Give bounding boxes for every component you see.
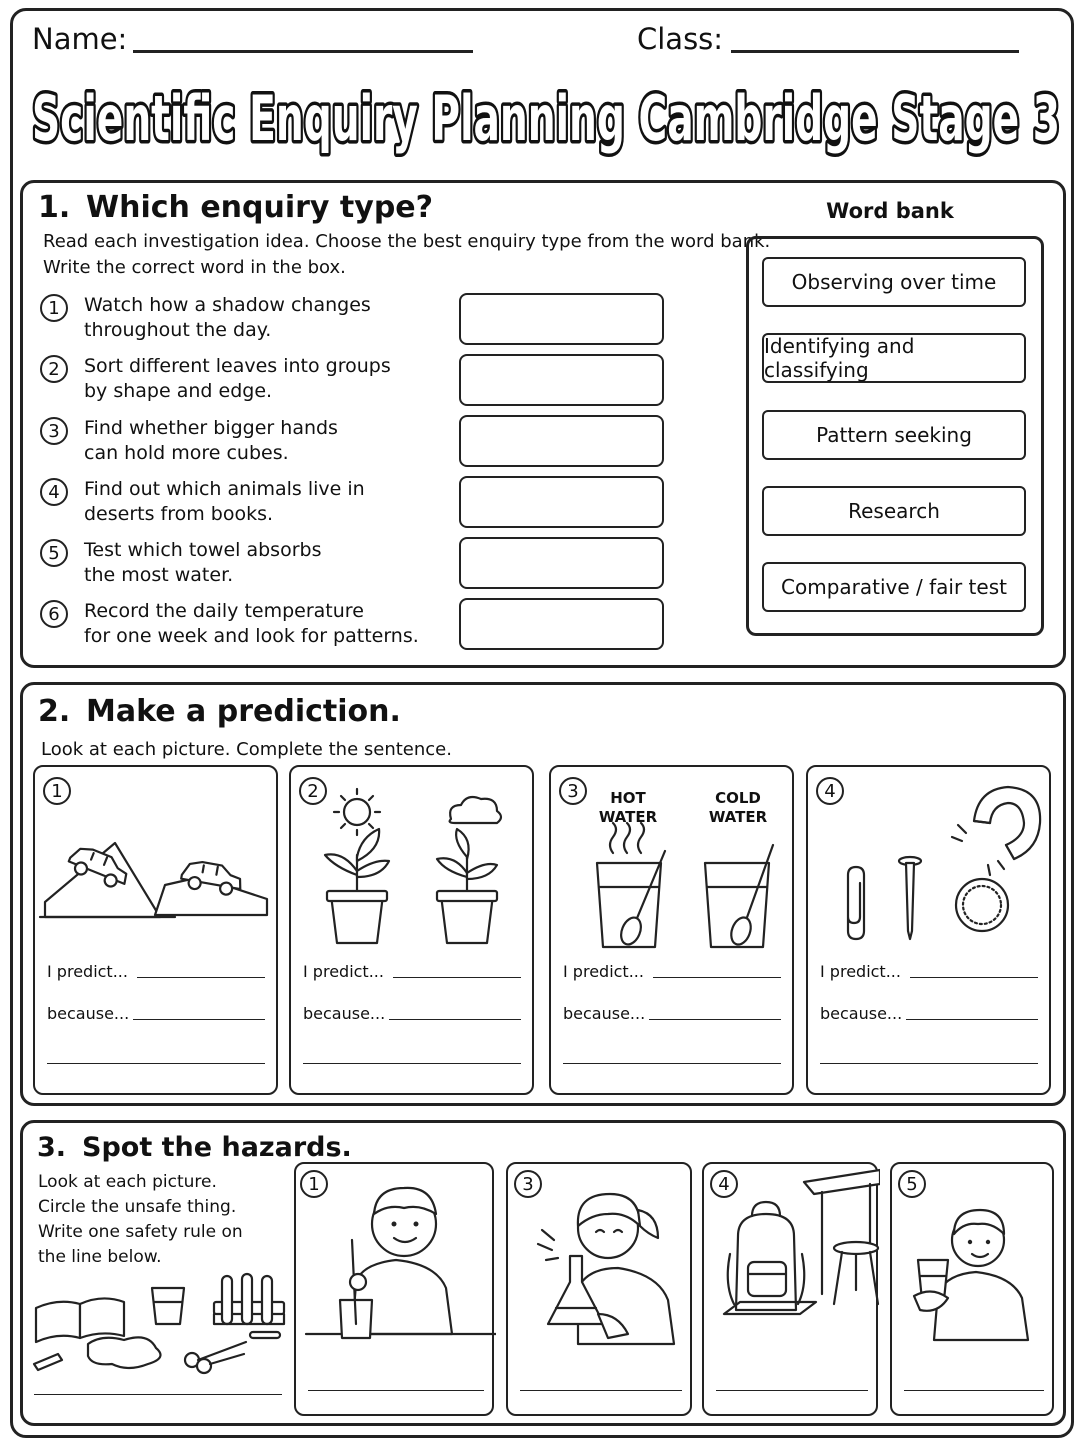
because-label: because... <box>563 1004 646 1023</box>
answer-box-5[interactable] <box>459 537 664 589</box>
backpack-icon <box>728 1202 805 1310</box>
question-4: Find out which animals live in deserts from books. <box>84 478 365 525</box>
hazard-rule-line[interactable] <box>520 1390 682 1391</box>
question-1: Watch how a shadow changes throughout the day. <box>84 294 371 341</box>
svg-text:Scientific Enquiry Planning Ca: Scientific Enquiry Planning Cambridge Stage 3 <box>32 82 1060 155</box>
section1-title: Which enquiry type? <box>86 190 434 225</box>
magnet-objects-picture <box>808 767 1053 967</box>
answer-box-4[interactable] <box>459 476 664 528</box>
extra-line[interactable] <box>303 1063 521 1064</box>
panel-number: 4 <box>710 1170 738 1198</box>
answer-box-3[interactable] <box>459 415 664 467</box>
boy-drinking-picture <box>892 1164 1056 1374</box>
section2-number: 2. <box>38 694 71 729</box>
question-number: 3 <box>40 417 68 445</box>
panel-number: 2 <box>299 777 327 805</box>
because-label: because... <box>47 1004 130 1023</box>
stool-icon <box>834 1242 878 1254</box>
panel-number: 1 <box>300 1170 328 1198</box>
question-number: 6 <box>40 600 68 628</box>
class-field[interactable] <box>731 50 1019 53</box>
panel-number: 1 <box>43 777 71 805</box>
prediction-panel-3 <box>549 765 794 1095</box>
hot-cold-water-picture <box>551 767 796 967</box>
panel-number: 5 <box>898 1170 926 1198</box>
scissors-icon <box>185 1342 246 1373</box>
section3-number: 3. <box>37 1132 67 1163</box>
table-icon <box>804 1170 880 1194</box>
question-5: Test which towel absorbs the most water. <box>84 539 322 586</box>
section3-instructions: Look at each picture. Circle the unsafe thing. Write one safety rule on the line below. <box>38 1172 243 1267</box>
backpack-under-table-picture <box>704 1164 880 1374</box>
extra-line[interactable] <box>563 1063 781 1064</box>
extra-line[interactable] <box>820 1063 1038 1064</box>
section3-title: Spot the hazards. <box>82 1132 352 1163</box>
word-bank-item: Pattern seeking <box>762 410 1026 460</box>
pencil-icon <box>34 1354 62 1370</box>
prediction-panel-2 <box>289 765 534 1095</box>
section2-title: Make a prediction. <box>86 694 401 729</box>
cup-icon <box>152 1288 184 1324</box>
word-bank-title: Word bank <box>826 199 954 223</box>
coin-icon <box>956 879 1008 931</box>
extra-line[interactable] <box>47 1063 265 1064</box>
hot-water-label: HOT WATER <box>598 789 658 826</box>
because-line[interactable] <box>133 1019 265 1020</box>
plants-sun-cloud-picture <box>291 767 536 967</box>
because-line[interactable] <box>649 1019 781 1020</box>
messy-table-picture <box>28 1268 290 1378</box>
because-line[interactable] <box>389 1019 521 1020</box>
predict-line[interactable] <box>137 977 265 978</box>
plant-right <box>437 829 497 943</box>
test-tubes-icon <box>214 1274 284 1324</box>
question-number: 4 <box>40 478 68 506</box>
predict-label: I predict... <box>820 962 901 981</box>
plant-left <box>325 829 389 943</box>
class-label: Class: <box>637 22 724 56</box>
name-label: Name: <box>32 22 128 56</box>
answer-box-1[interactable] <box>459 293 664 345</box>
predict-line[interactable] <box>393 977 521 978</box>
because-label: because... <box>820 1004 903 1023</box>
glass-hot <box>597 851 665 947</box>
glass-cold <box>705 845 773 947</box>
section1-instruction-1: Read each investigation idea. Choose the best enquiry type from the word bank. <box>43 231 771 252</box>
word-bank-item: Research <box>762 486 1026 536</box>
cold-water-label: COLD WATER <box>708 789 768 826</box>
question-6: Record the daily temperature for one week and look for patterns. <box>84 600 419 647</box>
predict-line[interactable] <box>910 977 1038 978</box>
panel-number: 3 <box>514 1170 542 1198</box>
spill-icon <box>88 1337 161 1368</box>
pen-icon <box>250 1332 280 1338</box>
sun-icon <box>334 789 380 835</box>
answer-box-6[interactable] <box>459 598 664 650</box>
panel-number: 4 <box>816 777 844 805</box>
prediction-panel-4 <box>806 765 1051 1095</box>
hazard-panel-3 <box>506 1162 692 1416</box>
question-2: Sort different leaves into groups by shape and edge. <box>84 355 391 402</box>
panel-number: 3 <box>559 777 587 805</box>
paperclip-icon <box>848 867 864 939</box>
section2-instruction: Look at each picture. Complete the sentence. <box>41 739 452 760</box>
hazard-rule-line[interactable] <box>716 1390 868 1391</box>
boy-with-beaker-picture <box>296 1164 496 1374</box>
question-number: 2 <box>40 355 68 383</box>
word-bank-item: Identifying and classifying <box>762 333 1026 383</box>
hazard-panel-5 <box>890 1162 1054 1416</box>
because-label: because... <box>303 1004 386 1023</box>
question-number: 5 <box>40 539 68 567</box>
ramps-cars-picture <box>35 767 280 967</box>
book-icon <box>36 1298 124 1342</box>
prediction-panel-1 <box>33 765 278 1095</box>
question-3: Find whether bigger hands can hold more cubes. <box>84 417 338 464</box>
hazard-rule-line-intro[interactable] <box>34 1394 282 1395</box>
answer-box-2[interactable] <box>459 354 664 406</box>
predict-label: I predict... <box>563 962 644 981</box>
question-number: 1 <box>40 294 68 322</box>
hazard-panel-1 <box>294 1162 494 1416</box>
hazard-rule-line[interactable] <box>308 1390 484 1391</box>
predict-line[interactable] <box>653 977 781 978</box>
name-field[interactable] <box>133 50 473 53</box>
steam-icon <box>610 823 644 853</box>
word-bank-item: Comparative / fair test <box>762 562 1026 612</box>
hazard-panel-4 <box>702 1162 878 1416</box>
magnet-icon <box>952 787 1040 875</box>
word-bank-item: Observing over time <box>762 257 1026 307</box>
hazard-rule-line[interactable] <box>904 1390 1044 1391</box>
girl-smelling-flask-picture <box>508 1164 694 1374</box>
section1-instruction-2: Write the correct word in the box. <box>43 257 346 278</box>
predict-label: I predict... <box>303 962 384 981</box>
predict-label: I predict... <box>47 962 128 981</box>
cloud-icon <box>450 797 501 823</box>
because-line[interactable] <box>906 1019 1038 1020</box>
section1-number: 1. <box>38 190 71 225</box>
page-title <box>26 68 1066 168</box>
nail-icon <box>899 857 921 939</box>
